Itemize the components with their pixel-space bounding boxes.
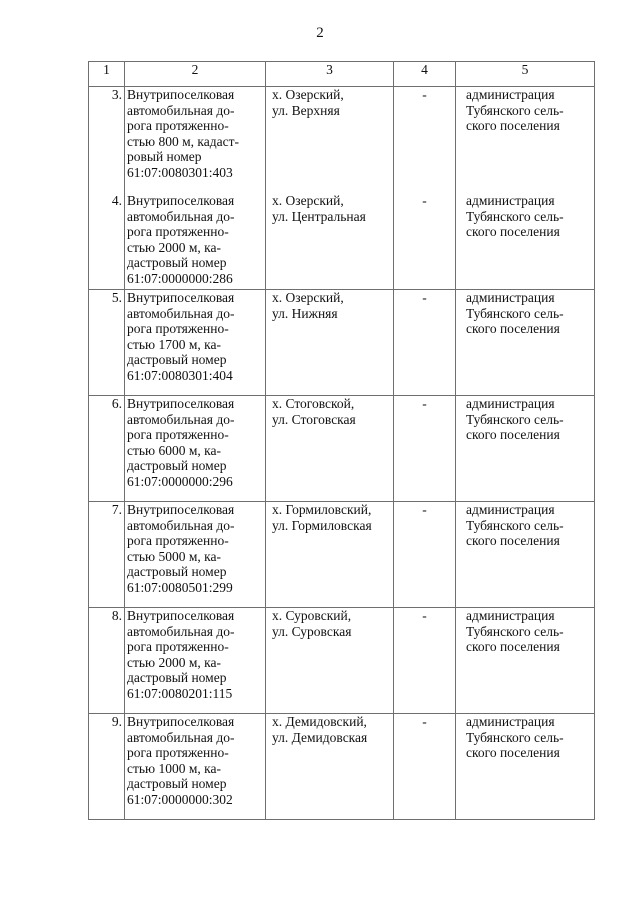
table-row <box>89 290 595 396</box>
road-address: х. Демидовский, ул. Демидовская <box>266 714 394 820</box>
owner-name: администрация Тубянского сель- ского поселения <box>456 290 595 396</box>
owner-name: администрация Тубянского сель- ского поселения <box>456 396 595 502</box>
owner-name: администрация Тубянского сель- ского поселения <box>456 87 595 184</box>
page-number: 2 <box>316 25 324 41</box>
row-number: 8. <box>89 608 125 714</box>
road-address: х. Озерский, ул. Центральная <box>266 183 394 290</box>
column-4-value: - <box>394 396 456 502</box>
road-description: Внутрипоселковая автомобильная до- рога протяженно- стью 1000 м, ка- дастровый номер 61:07:0000000:302 <box>125 714 266 820</box>
row-number: 6. <box>89 396 125 502</box>
row-number: 9. <box>89 714 125 820</box>
column-number-row <box>89 62 595 87</box>
column-4-value: - <box>394 502 456 608</box>
column-4-value: - <box>394 714 456 820</box>
road-address: х. Озерский, ул. Нижняя <box>266 290 394 396</box>
column-number-2: 2 <box>125 62 266 87</box>
table-row <box>89 396 595 502</box>
road-description: Внутрипоселковая автомобильная до- рога протяженно- стью 2000 м, ка- дастровый номер 61:07:0000000:286 <box>125 183 266 290</box>
road-address: х. Озерский, ул. Верхняя <box>266 87 394 184</box>
column-number-3: 3 <box>266 62 394 87</box>
row-number: 5. <box>89 290 125 396</box>
row-number: 4. <box>89 183 125 290</box>
owner-name: администрация Тубянского сель- ского поселения <box>456 608 595 714</box>
road-address: х. Гормиловский, ул. Гормиловская <box>266 502 394 608</box>
owner-name: администрация Тубянского сель- ского поселения <box>456 714 595 820</box>
road-description: Внутрипоселковая автомобильная до- рога протяженно- стью 1700 м, ка- дастровый номер 61:07:0080301:404 <box>125 290 266 396</box>
table-row <box>89 183 595 290</box>
table-row <box>89 608 595 714</box>
column-4-value: - <box>394 87 456 184</box>
road-description: Внутрипоселковая автомобильная до- рога протяженно- стью 6000 м, ка- дастровый номер 61:07:0000000:296 <box>125 396 266 502</box>
column-4-value: - <box>394 608 456 714</box>
column-number-5: 5 <box>456 62 595 87</box>
row-number: 3. <box>89 87 125 184</box>
column-number-4: 4 <box>394 62 456 87</box>
column-4-value: - <box>394 183 456 290</box>
road-description: Внутрипоселковая автомобильная до- рога протяженно- стью 800 м, кадаст- ровый номер 61:07:0080301:403 <box>125 87 266 184</box>
table-row <box>89 502 595 608</box>
table-row <box>89 87 595 184</box>
column-number-1: 1 <box>89 62 125 87</box>
road-address: х. Стоговской, ул. Стоговская <box>266 396 394 502</box>
owner-name: администрация Тубянского сель- ского поселения <box>456 183 595 290</box>
table-row <box>89 714 595 820</box>
row-number: 7. <box>89 502 125 608</box>
register-table <box>88 61 595 820</box>
road-description: Внутрипоселковая автомобильная до- рога протяженно- стью 2000 м, ка- дастровый номер 61:07:0080201:115 <box>125 608 266 714</box>
column-4-value: - <box>394 290 456 396</box>
owner-name: администрация Тубянского сель- ского поселения <box>456 502 595 608</box>
road-address: х. Суровский, ул. Суровская <box>266 608 394 714</box>
road-description: Внутрипоселковая автомобильная до- рога протяженно- стью 5000 м, ка- дастровый номер 61:07:0080501:299 <box>125 502 266 608</box>
